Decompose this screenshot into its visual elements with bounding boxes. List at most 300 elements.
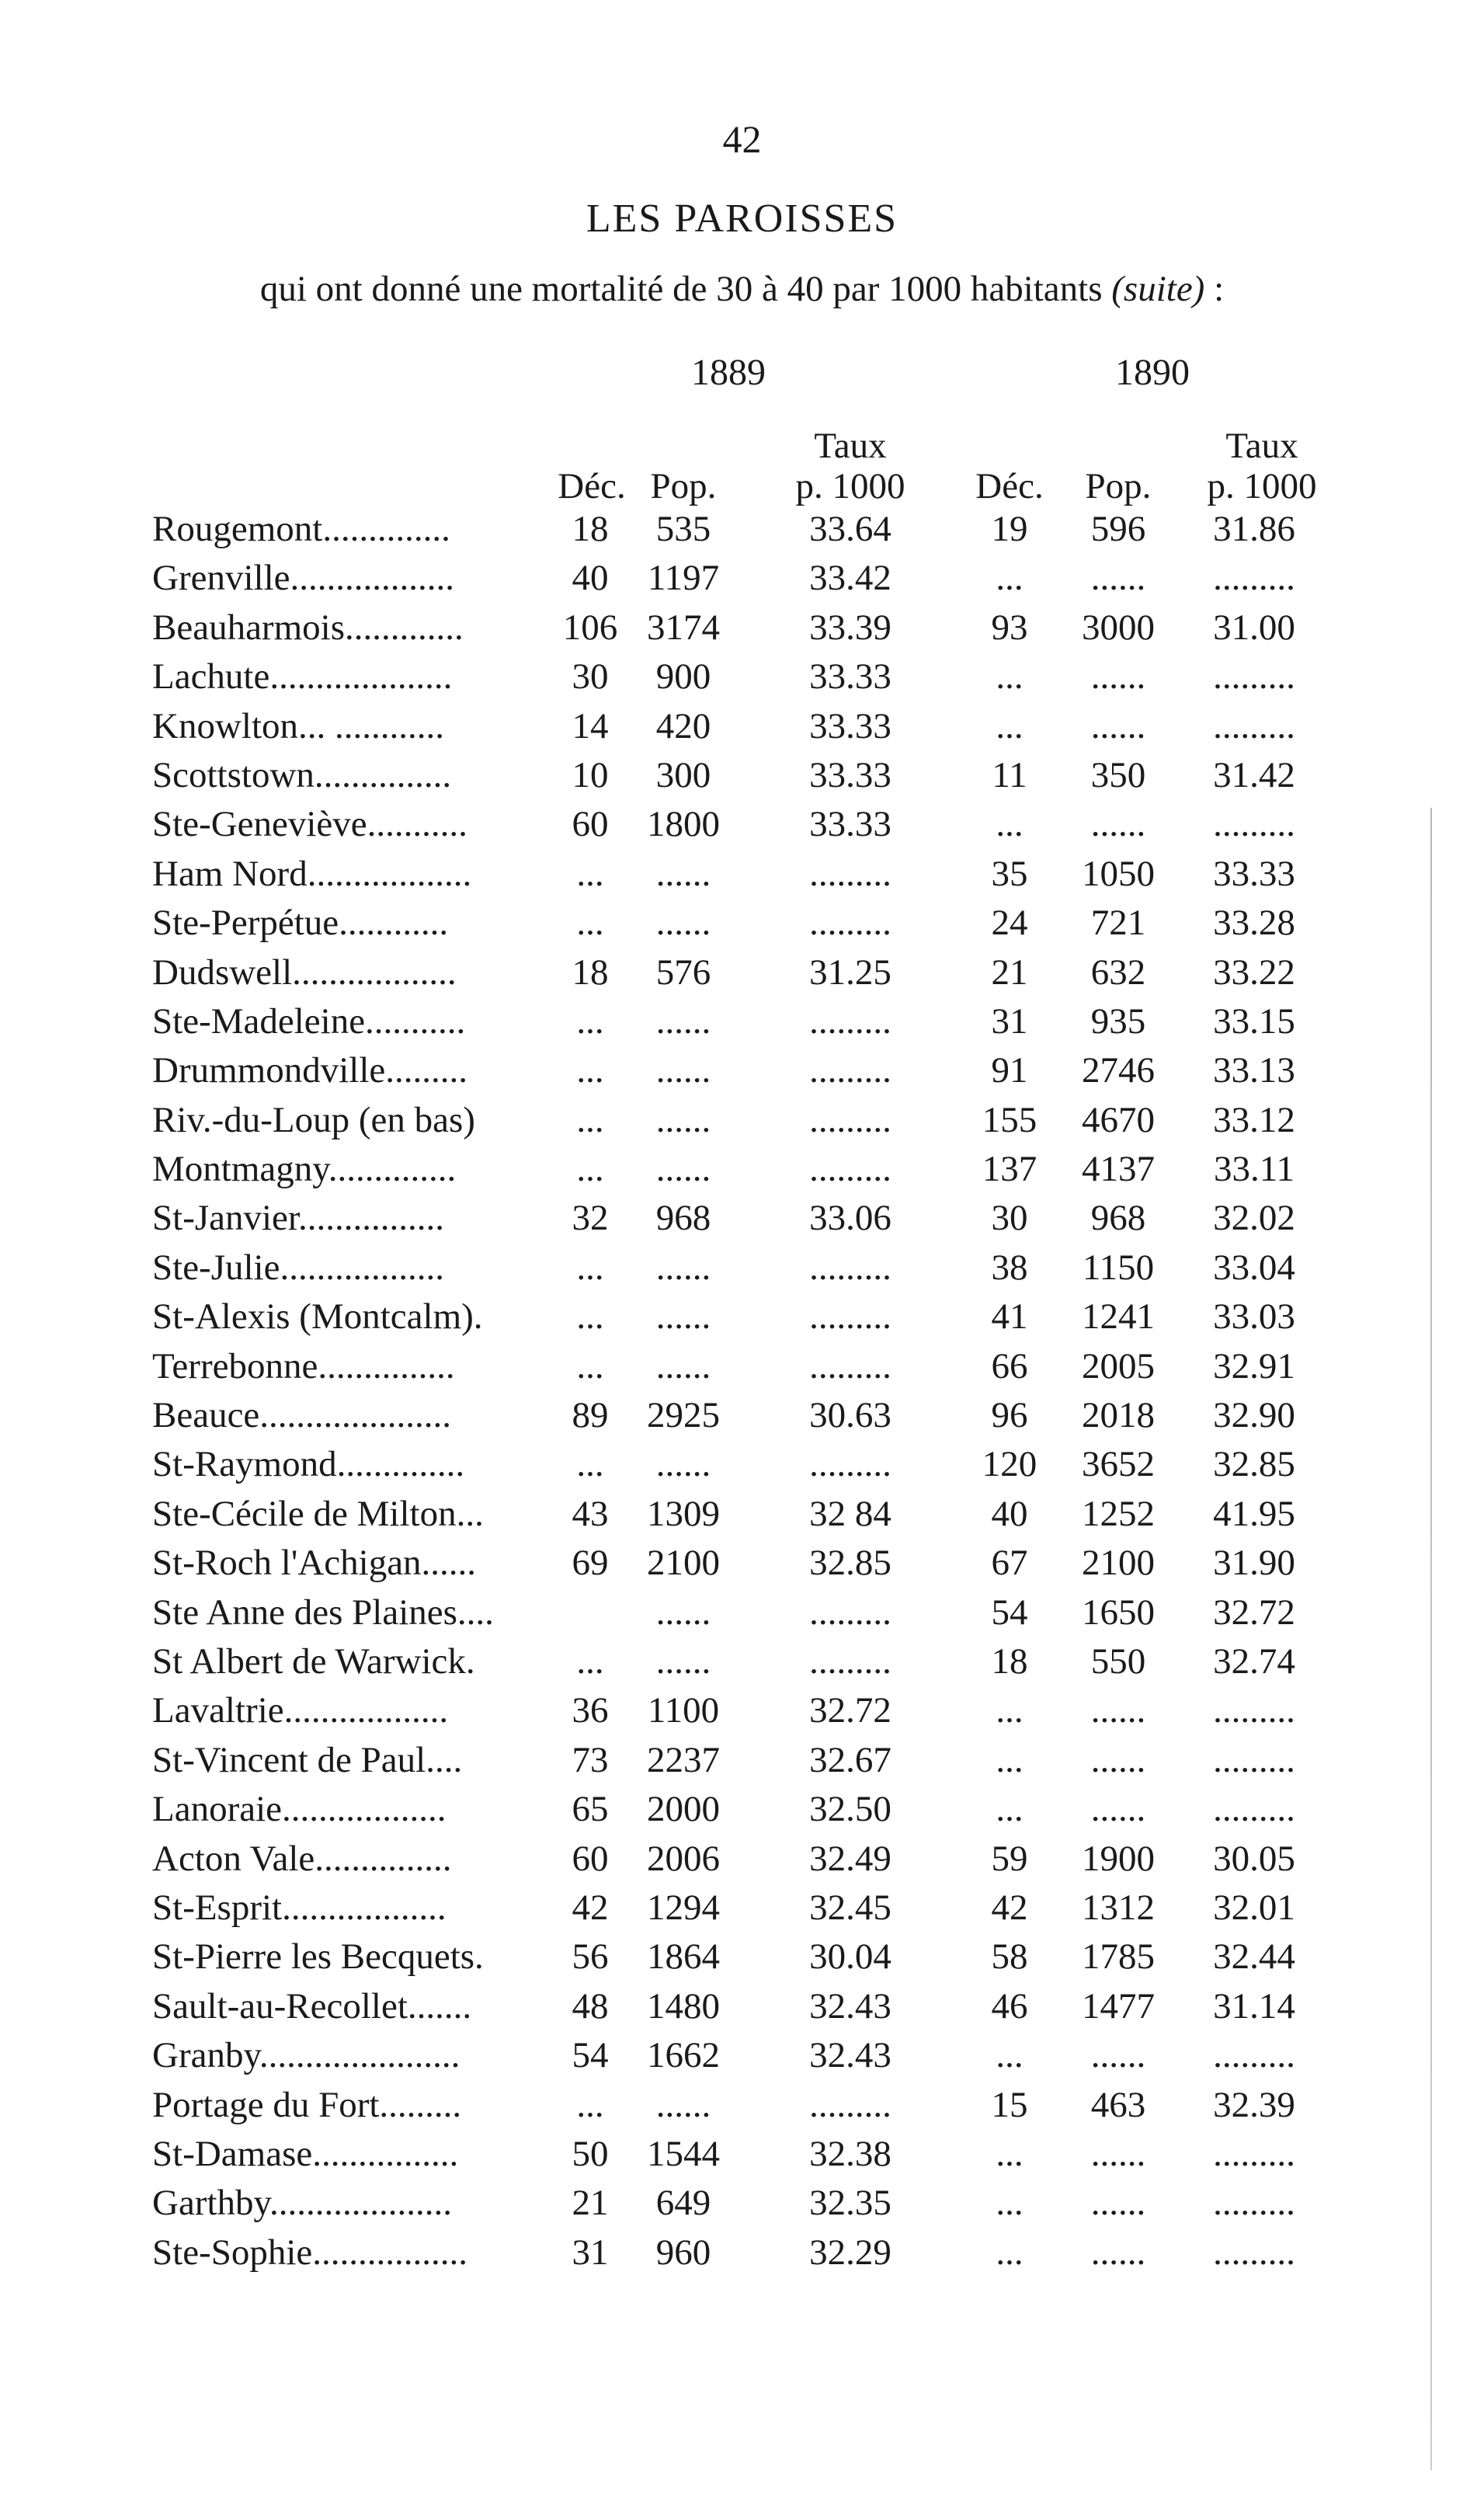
rate-1889: 33.42 <box>809 558 891 599</box>
parish-name: Garthby.................... <box>152 2183 452 2224</box>
population-1889: ...... <box>655 1444 711 1485</box>
table-row <box>0 604 1484 652</box>
rate-1889: 32 84 <box>809 1493 891 1534</box>
rate-1889: 32.35 <box>809 2183 891 2224</box>
population-1890: ...... <box>1090 804 1146 845</box>
population-1889: 2006 <box>647 1838 720 1879</box>
deaths-1890: 120 <box>982 1444 1037 1485</box>
population-1889: 1294 <box>647 1887 720 1928</box>
parish-name: Beauharmois............. <box>152 607 464 648</box>
rate-1890: 33.28 <box>1213 903 1295 944</box>
deaths-1889: 18 <box>572 952 609 993</box>
population-1889: 1800 <box>647 804 720 845</box>
deaths-1889: ... <box>576 903 604 944</box>
population-1889: ...... <box>655 1149 711 1190</box>
deaths-1889: 42 <box>572 1887 609 1928</box>
rate-1890: ......... <box>1213 2183 1295 2224</box>
deaths-1890: ... <box>996 1739 1024 1780</box>
population-1890: ...... <box>1090 558 1146 599</box>
population-1889: 2237 <box>647 1739 720 1780</box>
rate-1890: 32.72 <box>1213 1592 1295 1633</box>
deaths-1889: ... <box>576 1640 604 1682</box>
population-1890: 1050 <box>1082 853 1155 894</box>
population-1890: 632 <box>1090 952 1146 993</box>
table-row <box>0 899 1484 948</box>
population-1889: 535 <box>655 509 711 549</box>
rate-1889: 33.64 <box>809 509 891 549</box>
rate-1890: ......... <box>1213 2035 1295 2076</box>
rate-1889: ......... <box>809 1050 891 1091</box>
rate-1889: 33.33 <box>809 705 891 746</box>
table-row <box>0 1440 1484 1489</box>
deaths-1890: 91 <box>991 1050 1028 1091</box>
rate-1890: ......... <box>1213 2232 1295 2273</box>
deaths-1890: ... <box>996 2133 1024 2174</box>
table-row <box>0 1490 1484 1539</box>
table-row <box>0 1145 1484 1194</box>
population-1890: 2018 <box>1082 1395 1155 1436</box>
table-row <box>0 2130 1484 2179</box>
population-1890: 2100 <box>1082 1543 1155 1584</box>
deaths-1889: ... <box>576 1149 604 1190</box>
population-1889: ...... <box>655 1099 711 1140</box>
header-taux-1890: Taux <box>1225 426 1298 466</box>
year-1889-heading: 1889 <box>691 352 766 393</box>
deaths-1889: 106 <box>562 607 618 648</box>
population-1889: 1197 <box>647 558 720 599</box>
population-1889: 2000 <box>647 1789 720 1830</box>
population-1890: 1241 <box>1082 1296 1155 1338</box>
subtitle-main: qui ont donné une mortalité de 30 à 40 par 1000 habitants <box>259 269 1103 309</box>
population-1889: ...... <box>655 1345 711 1386</box>
deaths-1889: 89 <box>572 1395 609 1436</box>
table-row <box>0 1391 1484 1440</box>
deaths-1890: 31 <box>991 1000 1028 1042</box>
deaths-1890: 21 <box>991 952 1028 993</box>
deaths-1890: ... <box>996 804 1024 845</box>
year-1890-heading: 1890 <box>1115 352 1190 393</box>
header-pop-1889: Pop. <box>650 466 717 506</box>
rate-1890: 33.04 <box>1213 1247 1295 1288</box>
rate-1889: 32.38 <box>809 2133 891 2174</box>
table-row <box>0 2179 1484 2228</box>
deaths-1889: 31 <box>572 2232 609 2273</box>
rate-1889: 32.29 <box>809 2232 891 2273</box>
parish-name: Ste-Geneviève........... <box>152 804 467 845</box>
deaths-1890: 67 <box>991 1543 1028 1584</box>
population-1889: ...... <box>655 1000 711 1042</box>
parish-name: Grenville.................. <box>152 558 454 599</box>
deaths-1890: ... <box>996 705 1024 746</box>
rate-1889: ......... <box>809 1444 891 1485</box>
rate-1889: ......... <box>809 1345 891 1386</box>
page-number: 42 <box>722 117 762 161</box>
rate-1889: 33.33 <box>809 754 891 795</box>
population-1890: 2005 <box>1082 1345 1155 1386</box>
deaths-1889: ... <box>576 1050 604 1091</box>
deaths-1889: 56 <box>572 1936 609 1978</box>
population-1889: 900 <box>655 656 711 698</box>
population-1890: 1785 <box>1082 1936 1155 1978</box>
rate-1889: 32.43 <box>809 2035 891 2076</box>
deaths-1890: ... <box>996 1690 1024 1731</box>
deaths-1889: ... <box>576 1247 604 1288</box>
deaths-1890: 66 <box>991 1345 1028 1386</box>
table-row <box>0 1933 1484 1981</box>
deaths-1889: 10 <box>572 754 609 795</box>
deaths-1889: 69 <box>572 1543 609 1584</box>
population-1889: 576 <box>655 952 711 993</box>
population-1889: 1309 <box>647 1493 720 1534</box>
rate-1890: 33.22 <box>1213 952 1295 993</box>
population-1890: ...... <box>1090 1739 1146 1780</box>
population-1890: ...... <box>1090 705 1146 746</box>
header-p1000-1890: p. 1000 <box>1207 466 1317 506</box>
mortality-table <box>0 505 1484 2277</box>
rate-1890: 33.12 <box>1213 1099 1295 1140</box>
table-row <box>0 554 1484 603</box>
population-1889: ...... <box>655 853 711 894</box>
parish-name: Lanoraie.................. <box>152 1789 447 1830</box>
deaths-1890: 24 <box>991 903 1028 944</box>
population-1890: ...... <box>1090 2133 1146 2174</box>
parish-name: Ste-Cécile de Milton... <box>152 1493 484 1534</box>
deaths-1889: 32 <box>572 1198 609 1239</box>
rate-1890: 30.05 <box>1213 1838 1295 1879</box>
population-1889: 960 <box>655 2232 711 2273</box>
population-1890: 1150 <box>1082 1247 1155 1288</box>
population-1890: 596 <box>1090 509 1146 549</box>
subtitle-colon: : <box>1204 269 1225 309</box>
deaths-1889: 18 <box>572 509 609 549</box>
rate-1890: 32.85 <box>1213 1444 1295 1485</box>
deaths-1889: 40 <box>572 558 609 599</box>
table-row <box>0 1884 1484 1933</box>
deaths-1890: 42 <box>991 1887 1028 1928</box>
rate-1889: 30.04 <box>809 1936 891 1978</box>
rate-1889: ......... <box>809 1296 891 1338</box>
population-1889: ...... <box>655 1247 711 1288</box>
deaths-1889: 48 <box>572 1985 609 2027</box>
population-1889: ...... <box>655 1296 711 1338</box>
population-1890: 935 <box>1090 1000 1146 1042</box>
rate-1890: 31.86 <box>1213 509 1295 549</box>
rate-1889: 32.45 <box>809 1887 891 1928</box>
rate-1890: ......... <box>1213 1789 1295 1830</box>
rate-1889: 33.39 <box>809 607 891 648</box>
population-1889: 420 <box>655 705 711 746</box>
table-row <box>0 1046 1484 1095</box>
table-row <box>0 505 1484 554</box>
table-row <box>0 1686 1484 1735</box>
table-row <box>0 652 1484 701</box>
rate-1889: 32.50 <box>809 1789 891 1830</box>
rate-1890: ......... <box>1213 1690 1295 1731</box>
deaths-1890: 59 <box>991 1838 1028 1879</box>
table-row <box>0 1588 1484 1637</box>
deaths-1889: ... <box>576 1444 604 1485</box>
rate-1889: 32.85 <box>809 1543 891 1584</box>
rate-1889: ......... <box>809 1640 891 1682</box>
table-row <box>0 948 1484 997</box>
rate-1890: 33.13 <box>1213 1050 1295 1091</box>
parish-name: Montmagny.............. <box>152 1149 457 1190</box>
parish-name: Ham Nord.................. <box>152 853 472 894</box>
parish-name: Ste-Madeleine........... <box>152 1000 466 1042</box>
deaths-1890: 46 <box>991 1985 1028 2027</box>
deaths-1890: 155 <box>982 1099 1037 1140</box>
deaths-1890: 19 <box>991 509 1028 549</box>
population-1889: 2925 <box>647 1395 720 1436</box>
rate-1890: 31.90 <box>1213 1543 1295 1584</box>
population-1890: 463 <box>1090 2084 1146 2125</box>
rate-1889: ......... <box>809 903 891 944</box>
rate-1890: 33.11 <box>1213 1149 1295 1190</box>
parish-name: Terrebonne............... <box>152 1345 455 1386</box>
rate-1889: ......... <box>809 853 891 894</box>
population-1890: 1650 <box>1082 1592 1155 1633</box>
table-row <box>0 2081 1484 2130</box>
population-1890: 4670 <box>1082 1099 1155 1140</box>
deaths-1889: ... <box>576 1099 604 1140</box>
parish-name: Beauce..................... <box>152 1395 452 1436</box>
population-1890: 721 <box>1090 903 1146 944</box>
parish-name: Ste-Perpétue............ <box>152 903 449 944</box>
parish-name: St-Pierre les Becquets. <box>152 1936 484 1978</box>
population-1890: ...... <box>1090 2183 1146 2224</box>
rate-1890: 33.03 <box>1213 1296 1295 1338</box>
deaths-1890: 93 <box>991 607 1028 648</box>
table-row <box>0 850 1484 899</box>
parish-name: Lavaltrie.................. <box>152 1690 449 1731</box>
deaths-1889: 73 <box>572 1739 609 1780</box>
table-row <box>0 1244 1484 1292</box>
rate-1890: 41.95 <box>1213 1493 1295 1534</box>
parish-name: Dudswell.................. <box>152 952 457 993</box>
population-1890: 1477 <box>1082 1985 1155 2027</box>
table-row <box>0 1637 1484 1686</box>
rate-1890: 31.42 <box>1213 754 1295 795</box>
deaths-1890: ... <box>996 2035 1024 2076</box>
parish-name: Ste-Sophie................. <box>152 2232 468 2273</box>
deaths-1890: 58 <box>991 1936 1028 1978</box>
rate-1889: ......... <box>809 2084 891 2125</box>
rate-1889: ......... <box>809 1592 891 1633</box>
deaths-1890: 11 <box>992 754 1027 795</box>
parish-name: Ste-Julie.................. <box>152 1247 444 1288</box>
deaths-1889: ... <box>576 1296 604 1338</box>
rate-1890: 31.00 <box>1213 607 1295 648</box>
population-1890: 3652 <box>1082 1444 1155 1485</box>
population-1890: 350 <box>1090 754 1146 795</box>
population-1889: 2100 <box>647 1543 720 1584</box>
subtitle-suite: (suite) <box>1111 269 1205 309</box>
population-1889: ...... <box>655 1592 711 1633</box>
deaths-1889: 21 <box>572 2183 609 2224</box>
rate-1889: 32.72 <box>809 1690 891 1731</box>
parish-name: Rougemont.............. <box>152 509 450 549</box>
deaths-1890: 15 <box>991 2084 1028 2125</box>
population-1889: 3174 <box>647 607 720 648</box>
parish-name: Drummondville......... <box>152 1050 467 1091</box>
deaths-1889: ... <box>576 1000 604 1042</box>
table-row <box>0 2031 1484 2080</box>
population-1889: ...... <box>655 1640 711 1682</box>
deaths-1889: ... <box>576 2084 604 2125</box>
parish-name: St-Roch l'Achigan...... <box>152 1543 477 1584</box>
header-pop-1890: Pop. <box>1085 466 1152 506</box>
page-subtitle <box>0 268 1484 310</box>
rate-1890: 31.14 <box>1213 1985 1295 2027</box>
rate-1890: 32.44 <box>1213 1936 1295 1978</box>
parish-name: Lachute.................... <box>152 656 453 698</box>
rate-1890: 32.91 <box>1213 1345 1295 1386</box>
table-row <box>0 751 1484 800</box>
deaths-1890: ... <box>996 1789 1024 1830</box>
parish-name: St-Esprit.................. <box>152 1887 447 1928</box>
page-edge-line <box>1430 808 1432 2470</box>
population-1890: 4137 <box>1082 1149 1155 1190</box>
population-1890: ...... <box>1090 2035 1146 2076</box>
parish-name: Acton Vale............... <box>152 1838 452 1879</box>
table-row <box>0 1736 1484 1785</box>
parish-name: St-Vincent de Paul.... <box>152 1739 463 1780</box>
deaths-1890: ... <box>996 656 1024 698</box>
parish-name: Riv.-du-Loup (en bas) <box>152 1099 475 1140</box>
deaths-1889: ... <box>576 1345 604 1386</box>
deaths-1889: 60 <box>572 1838 609 1879</box>
rate-1889: 30.63 <box>809 1395 891 1436</box>
parish-name: St Albert de Warwick. <box>152 1640 475 1682</box>
rate-1890: 32.90 <box>1213 1395 1295 1436</box>
page-title: LES PAROISSES <box>586 197 898 241</box>
deaths-1890: ... <box>996 2232 1024 2273</box>
population-1889: ...... <box>655 1050 711 1091</box>
table-row <box>0 1835 1484 1884</box>
population-1889: 1100 <box>647 1690 720 1731</box>
deaths-1889: 36 <box>572 1690 609 1731</box>
header-dec-1889: Déc. <box>558 466 626 506</box>
deaths-1889: 50 <box>572 2133 609 2174</box>
table-row <box>0 2228 1484 2277</box>
population-1889: 300 <box>655 754 711 795</box>
rate-1889: 32.67 <box>809 1739 891 1780</box>
population-1890: 1900 <box>1082 1838 1155 1879</box>
deaths-1889: 60 <box>572 804 609 845</box>
population-1889: 1864 <box>647 1936 720 1978</box>
deaths-1890: 30 <box>991 1198 1028 1239</box>
table-row <box>0 1292 1484 1341</box>
deaths-1890: 54 <box>991 1592 1028 1633</box>
table-row <box>0 1785 1484 1834</box>
population-1889: 968 <box>655 1198 711 1239</box>
deaths-1890: 40 <box>991 1493 1028 1534</box>
rate-1890: 32.01 <box>1213 1887 1295 1928</box>
population-1890: ...... <box>1090 2232 1146 2273</box>
table-row <box>0 800 1484 849</box>
rate-1890: 32.74 <box>1213 1640 1295 1682</box>
deaths-1890: 38 <box>991 1247 1028 1288</box>
population-1890: ...... <box>1090 656 1146 698</box>
population-1890: 1312 <box>1082 1887 1155 1928</box>
deaths-1890: 35 <box>991 853 1028 894</box>
table-row <box>0 702 1484 751</box>
deaths-1889: 30 <box>572 656 609 698</box>
population-1889: ...... <box>655 2084 711 2125</box>
rate-1890: ......... <box>1213 558 1295 599</box>
parish-name: St-Raymond.............. <box>152 1444 465 1485</box>
rate-1889: 32.49 <box>809 1838 891 1879</box>
deaths-1889: 65 <box>572 1789 609 1830</box>
parish-name: Portage du Fort......... <box>152 2084 462 2125</box>
population-1890: 968 <box>1090 1198 1146 1239</box>
table-row <box>0 997 1484 1046</box>
parish-name: Sault-au-Recollet....... <box>152 1985 472 2027</box>
population-1890: 2746 <box>1082 1050 1155 1091</box>
deaths-1890: 96 <box>991 1395 1028 1436</box>
deaths-1889: 54 <box>572 2035 609 2076</box>
deaths-1890: ... <box>996 2183 1024 2224</box>
table-row <box>0 1539 1484 1588</box>
population-1889: 649 <box>655 2183 711 2224</box>
population-1890: 1252 <box>1082 1493 1155 1534</box>
rate-1890: ......... <box>1213 705 1295 746</box>
rate-1889: ......... <box>809 1149 891 1190</box>
parish-name: St-Alexis (Montcalm). <box>152 1296 483 1338</box>
header-p1000-1889: p. 1000 <box>795 466 905 506</box>
rate-1890: ......... <box>1213 804 1295 845</box>
rate-1890: 33.15 <box>1213 1000 1295 1042</box>
table-row <box>0 1982 1484 2031</box>
population-1889: 1544 <box>647 2133 720 2174</box>
deaths-1889: 43 <box>572 1493 609 1534</box>
parish-name: Scottstown............... <box>152 754 452 795</box>
deaths-1889: ... <box>576 853 604 894</box>
rate-1889: 33.33 <box>809 656 891 698</box>
deaths-1890: 137 <box>982 1149 1037 1190</box>
population-1890: ...... <box>1090 1690 1146 1731</box>
parish-name: St-Janvier................ <box>152 1198 444 1239</box>
parish-name: Granby...................... <box>152 2035 460 2076</box>
header-dec-1890: Déc. <box>975 466 1044 506</box>
population-1890: 3000 <box>1082 607 1155 648</box>
rate-1889: ......... <box>809 1099 891 1140</box>
rate-1890: ......... <box>1213 1739 1295 1780</box>
rate-1889: 31.25 <box>809 952 891 993</box>
rate-1889: ......... <box>809 1000 891 1042</box>
rate-1890: ......... <box>1213 2133 1295 2174</box>
rate-1889: 33.33 <box>809 804 891 845</box>
population-1889: 1480 <box>647 1985 720 2027</box>
rate-1890: ......... <box>1213 656 1295 698</box>
rate-1890: 32.39 <box>1213 2084 1295 2125</box>
deaths-1889: 14 <box>572 705 609 746</box>
population-1889: 1662 <box>647 2035 720 2076</box>
table-row <box>0 1194 1484 1243</box>
parish-name: Ste Anne des Plaines.... <box>152 1592 494 1633</box>
parish-name: Knowlton... ............ <box>152 705 444 746</box>
population-1890: ...... <box>1090 1789 1146 1830</box>
table-row <box>0 1096 1484 1145</box>
rate-1889: ......... <box>809 1247 891 1288</box>
deaths-1890: 41 <box>991 1296 1028 1338</box>
parish-name: St-Damase................ <box>152 2133 459 2174</box>
header-taux-1889: Taux <box>814 426 887 466</box>
population-1890: 550 <box>1090 1640 1146 1682</box>
rate-1889: 32.43 <box>809 1985 891 2027</box>
rate-1890: 33.33 <box>1213 853 1295 894</box>
deaths-1890: ... <box>996 558 1024 599</box>
